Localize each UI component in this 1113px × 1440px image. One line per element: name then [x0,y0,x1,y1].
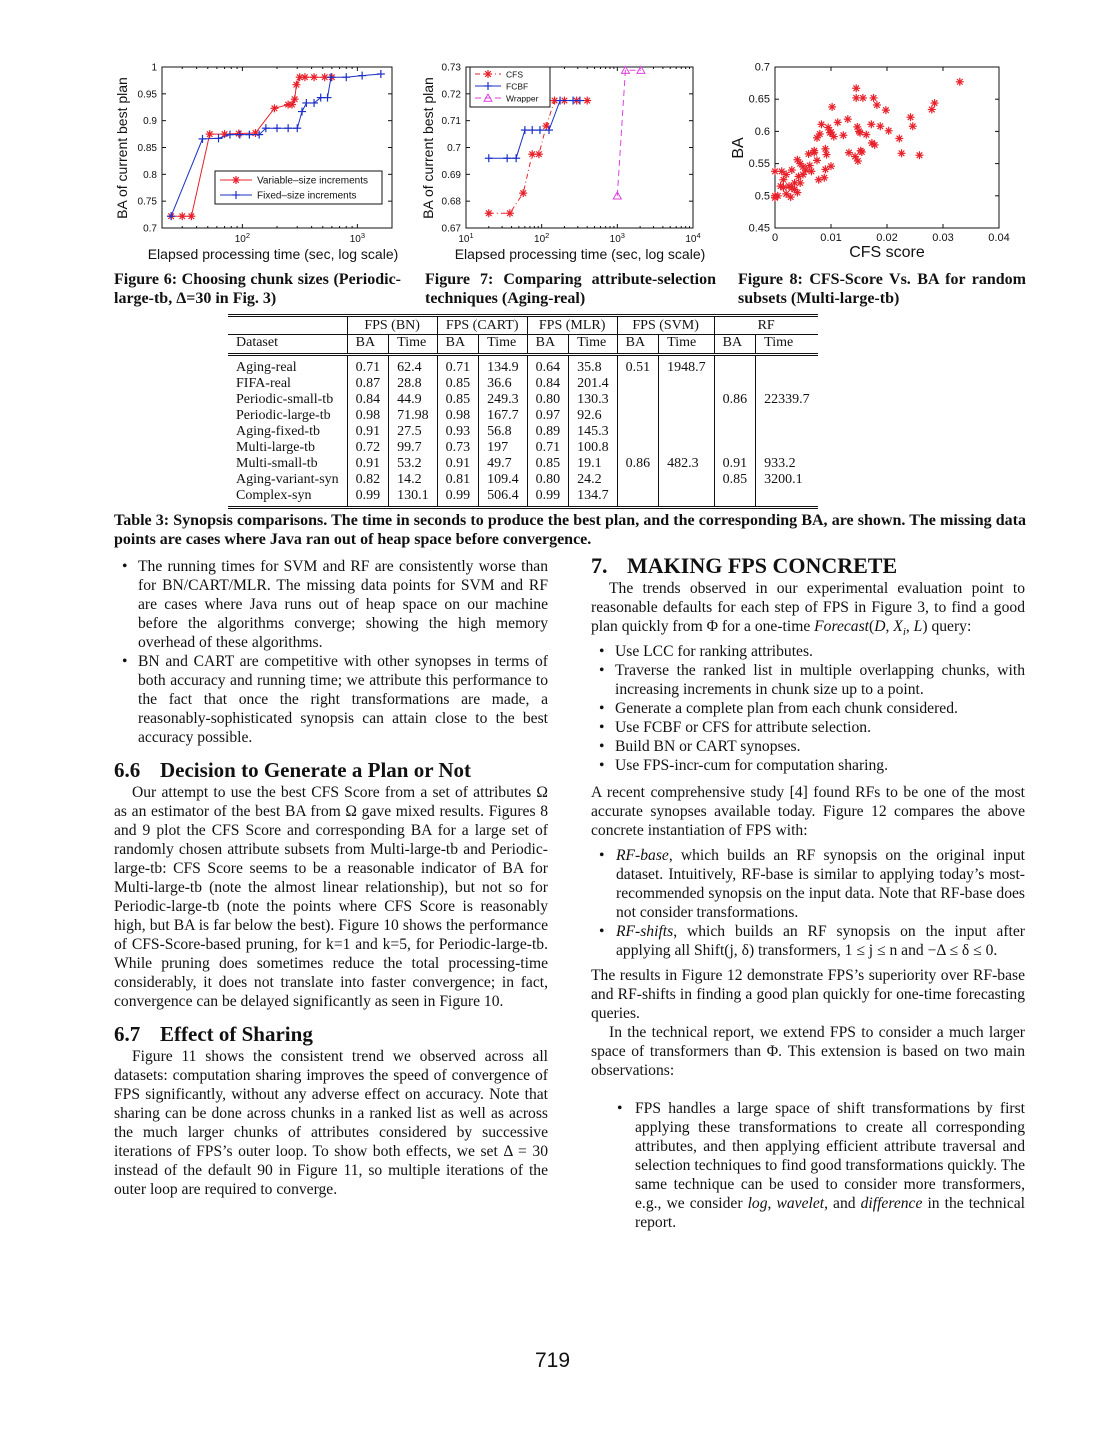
figure-6-ylabel: BA of current best plan [114,77,130,219]
legend-entry: Fixed–size increments [257,190,357,202]
value-cell: 0.84 [527,376,569,392]
value-cell: 167.7 [479,408,528,424]
value-cell [617,424,659,440]
legend-entry: FCBF [506,81,529,92]
value-cell: 0.93 [437,424,479,440]
column-header: Time [389,335,438,355]
figure-8-chart [725,55,1025,265]
svg-text:0.68: 0.68 [441,196,461,208]
svg-text:0.5: 0.5 [754,190,770,203]
value-cell [659,472,715,488]
value-cell: 0.85 [714,472,756,488]
value-cell [617,376,659,392]
column-header: Dataset [228,335,347,355]
column-header: Time [479,335,528,355]
value-cell: 0.64 [527,355,569,377]
list-item: • BN and CART are competitive with other synopses in terms of both accuracy and running time; we attribute this performance to the fact that once the right transformations are made, a reasonably-sophisticated synopsis can attain close to the best accuracy possible. [114,652,548,747]
value-cell: 0.87 [347,376,389,392]
figure-7-xlabel: Elapsed processing time (sec, log scale) [454,246,706,262]
list-item-rf-shifts: • RF-shifts, which builds an RF synopsis on the input after applying all Shift(j, δ) transformers, 1 ≤ j ≤ n and −Δ ≤ δ ≤ 0. [591,922,1025,960]
value-cell: 49.7 [479,456,528,472]
value-cell [756,488,818,508]
observation-list [114,557,548,747]
value-cell [714,424,756,440]
value-cell: 134.9 [479,355,528,377]
value-cell [714,408,756,424]
svg-text:0.7: 0.7 [143,223,157,235]
figure-6-legend [215,171,382,204]
svg-text:0.85: 0.85 [137,143,157,154]
value-cell: 0.51 [617,355,659,377]
figure-8-xlabel: CFS score [849,244,925,261]
section-heading-7: 7. MAKING FPS CONCRETE [591,553,898,578]
value-cell: 0.86 [617,456,659,472]
column-header: Time [756,335,818,355]
table-3-caption: Table 3: Synopsis comparisons. The time in seconds to produce the best plan, and the corresponding BA, are shown. The missing data points are cases where Java ran out of heap space before convergence. [114,512,1026,548]
list-item: • Generate a complete plan from each chunk considered. [591,699,1025,718]
column-header: Time [659,335,715,355]
svg-text:0.71: 0.71 [441,116,461,128]
list-item: • Use LCC for ranking attributes. [591,642,1025,661]
group-header: FPS (CART) [437,316,527,335]
svg-text:0.75: 0.75 [137,196,157,208]
svg-text:102: $10^2$ [534,231,550,245]
column-header: BA [347,335,389,355]
group-header: FPS (SVM) [617,316,714,335]
figure-8-ylabel: BA [730,137,747,159]
svg-text:1: 1 [151,62,157,74]
defaults-list [591,642,1025,775]
value-cell: 71.98 [389,408,438,424]
value-cell [617,440,659,456]
svg-text:0.03: 0.03 [932,232,954,244]
value-cell: 0.91 [437,456,479,472]
table-row [228,472,818,488]
value-cell: 482.3 [659,456,715,472]
table-row [228,440,818,456]
value-cell: 506.4 [479,488,528,508]
value-cell [714,440,756,456]
value-cell [756,424,818,440]
value-cell: 0.71 [347,355,389,377]
value-cell [659,488,715,508]
dataset-cell: Multi-large-tb [236,440,316,455]
dataset-cell: Periodic-small-tb [236,392,334,407]
section-7-intro: The trends observed in our experimental evaluation point to reasonable defaults for each step of FPS in Figure 3, to find a good plan quickly from Φ for a one-time Forecast(D, $X_i$, L) query: [591,580,1025,639]
value-cell: 109.4 [479,472,528,488]
value-cell: 0.97 [527,408,569,424]
table-row [228,456,818,472]
value-cell [659,392,715,408]
section-6-7-body: Figure 11 shows the consistent trend we observed across all datasets: computation sharing improves the speed of convergence of FPS significantly, without any adverse effect on accuracy. Note that sharing can be done across chunks in a ranked list as well as across the much larger chunks of attributes considered by successive iterations of FPS’s outer loop. To show both effects, we set Δ = 30 instead of the default 90 in Figure 11, so multiple iterations of the outer loop are required to converge. [114,1048,548,1198]
group-header: FPS (BN) [347,316,437,335]
value-cell: 0.85 [437,392,479,408]
list-item: • Traverse the ranked list in multiple overlapping chunks, with increasing increments in chunk size up to a point. [591,661,1025,699]
section-heading-6-7: 6.7 Effect of Sharing [114,1022,313,1046]
value-cell: 0.99 [437,488,479,508]
value-cell: 0.71 [527,440,569,456]
svg-text:0.01: 0.01 [820,232,842,244]
value-cell: 0.91 [347,456,389,472]
value-cell: 0.81 [437,472,479,488]
list-item-rf-base: • RF-base, which builds an RF synopsis on the original input dataset. Intuitively, RF-base is similar to applying today’s most-recommended synopsis on the input data. Note that RF-base does not consider transformations. [591,846,1025,922]
section-6-6-body: Our attempt to use the best CFS Score from a set of attributes Ω as an estimator of the best BA from Ω gave mixed results. Figures 8 and 9 plot the CFS Score and corresponding BA for a large set of randomly chosen attribute subsets from Multi-large-tb and Periodic-large-tb: CFS Score seems to be a reasonable indicator of BA for Multi-large-tb (note the almost linear relationship), but not so for Periodic-large-tb (note the points where CFS Score is reasonably high, but BA is far below the best). Figure 10 shows the performance of CFS-Score-based pruning, for k=1 and k=5, for Periodic-large-tb. While pruning does sometimes reduce the total processing-time considerably, it does not translate into faster convergence; in fact, convergence can be delayed significantly as seen in Figure 10. [114,784,548,1010]
value-cell: 0.80 [527,392,569,408]
dataset-cell: Aging-real [236,360,297,375]
value-cell: 3200.1 [756,472,818,488]
value-cell: 0.80 [527,472,569,488]
value-cell [659,440,715,456]
extension-paragraph: In the technical report, we extend FPS to consider a much larger space of transformers than Φ. This extension is based on two main observations: [591,1024,1025,1080]
value-cell [659,376,715,392]
svg-text:104: $10^4$ [685,231,701,245]
value-cell [756,408,818,424]
svg-text:0: 0 [771,232,779,244]
figure-7-legend [470,67,550,107]
column-header: Time [569,335,618,355]
value-cell: 0.84 [347,392,389,408]
dataset-cell: Aging-fixed-tb [236,424,320,439]
value-cell [714,376,756,392]
rf-paragraph: A recent comprehensive study [4] found RFs to be one of the most accurate synopses available today. Figure 12 compares the above concrete instantiation of FPS with: [591,784,1025,840]
svg-text:0.72: 0.72 [441,89,461,101]
figure-6-xlabel: Elapsed processing time (sec, log scale) [147,246,399,262]
value-cell: 145.3 [569,424,618,440]
value-cell: 0.82 [347,472,389,488]
value-cell: 0.98 [347,408,389,424]
table-row [228,392,818,408]
value-cell: 0.73 [437,440,479,456]
list-item: • The running times for SVM and RF are consistently worse than for BN/CART/MLR. The missing data points for SVM and RF are cases where Java runs out of heap space on our machine before the algorithms converge; showing the high memory overhead of these algorithms. [114,557,548,652]
svg-text:0.65: 0.65 [748,93,770,106]
results-paragraph: The results in Figure 12 demonstrate FPS’s superiority over RF-base and RF-shifts in finding a good plan quickly for one-time forecasting queries. [591,967,1025,1023]
value-cell: 19.1 [569,456,618,472]
value-cell: 27.5 [389,424,438,440]
left-column [114,557,548,1199]
dataset-cell: Aging-variant-syn [236,472,339,487]
value-cell: 130.3 [569,392,618,408]
value-cell: 0.85 [527,456,569,472]
value-cell [659,408,715,424]
list-item: • Build BN or CART synopses. [591,737,1025,756]
value-cell: 0.91 [714,456,756,472]
legend-entry: Variable–size increments [257,175,368,187]
value-cell: 933.2 [756,456,818,472]
value-cell: 14.2 [389,472,438,488]
svg-text:0.69: 0.69 [441,169,461,181]
value-cell: 99.7 [389,440,438,456]
value-cell: 92.6 [569,408,618,424]
svg-text:103: $10^3$ [349,231,366,245]
value-cell [617,488,659,508]
value-cell [617,392,659,408]
svg-text:0.7: 0.7 [754,61,770,74]
svg-text:0.73: 0.73 [441,62,461,74]
value-cell [714,355,756,377]
table-row [228,424,818,440]
svg-text:101: $10^1$ [458,231,474,245]
value-cell: 53.2 [389,456,438,472]
group-header: FPS (MLR) [527,316,617,335]
legend-entry: CFS [506,69,523,80]
value-cell: 249.3 [479,392,528,408]
value-cell: 0.98 [437,408,479,424]
value-cell: 0.91 [347,424,389,440]
rf-variants-list [591,846,1025,960]
value-cell [617,472,659,488]
svg-text:0.9: 0.9 [143,116,157,128]
value-cell: 0.89 [527,424,569,440]
table-group-header-row [228,316,818,335]
value-cell: 197 [479,440,528,456]
value-cell [714,488,756,508]
table-row [228,488,818,508]
table-row [228,355,818,377]
section-heading-6-6: 6.6 Decision to Generate a Plan or Not [114,758,472,782]
value-cell: 134.7 [569,488,618,508]
column-header: BA [527,335,569,355]
value-cell: 62.4 [389,355,438,377]
table-column-header-row [228,335,818,355]
value-cell [756,376,818,392]
list-item: • Use FPS-incr-cum for computation sharing. [591,756,1025,775]
value-cell: 201.4 [569,376,618,392]
value-cell: 44.9 [389,392,438,408]
svg-text:0.04: 0.04 [988,232,1010,244]
value-cell [756,440,818,456]
page-number: 719 [535,1349,571,1372]
value-cell: 24.2 [569,472,618,488]
table-row [228,376,818,392]
column-header: BA [617,335,659,355]
figure-7-chart [420,55,720,265]
figure-6-chart [110,55,420,265]
dataset-cell: FIFA-real [236,376,291,391]
dataset-cell: Complex-syn [228,488,347,508]
value-cell: 28.8 [389,376,438,392]
figure-7-ylabel: BA of current best plan [420,77,436,219]
column-header: BA [714,335,756,355]
value-cell: 0.72 [347,440,389,456]
value-cell: 0.86 [714,392,756,408]
table-3 [228,314,818,509]
value-cell: 1948.7 [659,355,715,377]
svg-text:0.6: 0.6 [754,125,770,138]
figure-6-caption: Figure 6: Choosing chunk sizes (Periodic-large-tb, Δ=30 in Fig. 3) [114,271,401,307]
value-cell: 0.71 [437,355,479,377]
svg-text:0.67: 0.67 [441,223,461,235]
value-cell: 35.8 [569,355,618,377]
value-cell [617,408,659,424]
dataset-cell: Multi-small-tb [236,456,318,471]
value-cell: 56.8 [479,424,528,440]
value-cell: 0.85 [437,376,479,392]
table-row [228,408,818,424]
svg-text:0.95: 0.95 [137,89,157,101]
svg-text:102: $10^2$ [234,231,251,245]
group-header: RF [714,316,818,335]
svg-text:0.8: 0.8 [143,169,157,181]
column-header: BA [437,335,479,355]
value-cell: 0.99 [527,488,569,508]
value-cell: 0.99 [347,488,389,508]
svg-text:103: $10^3$ [609,231,625,245]
svg-text:0.45: 0.45 [748,222,770,235]
extension-observations-list [591,1099,1025,1232]
value-cell: 130.1 [389,488,438,508]
value-cell [659,424,715,440]
list-item: • Use FCBF or CFS for attribute selection. [591,718,1025,737]
list-item: • FPS handles a large space of shift transformations by first applying these transformations to create all corresponding attributes, and then applying efficient attribute traversal and selection techniques to find good transformations quickly. The same technique can be used to consider more transformers, e.g., we consider log, wavelet, and difference in the technical report. [591,1099,1025,1232]
value-cell: 100.8 [569,440,618,456]
value-cell: 36.6 [479,376,528,392]
figure-7-caption: Figure 7: Comparing attribute-selection techniques (Aging-real) [425,271,716,307]
legend-entry: Wrapper [506,93,539,104]
dataset-cell: Periodic-large-tb [236,408,331,423]
svg-text:0.7: 0.7 [447,143,461,154]
value-cell: 22339.7 [756,392,818,408]
figure-8-caption: Figure 8: CFS-Score Vs. BA for random subsets (Multi-large-tb) [738,271,1026,307]
svg-text:0.02: 0.02 [876,232,898,244]
svg-text:0.55: 0.55 [748,158,770,171]
right-column [591,553,1025,1232]
value-cell [756,355,818,377]
